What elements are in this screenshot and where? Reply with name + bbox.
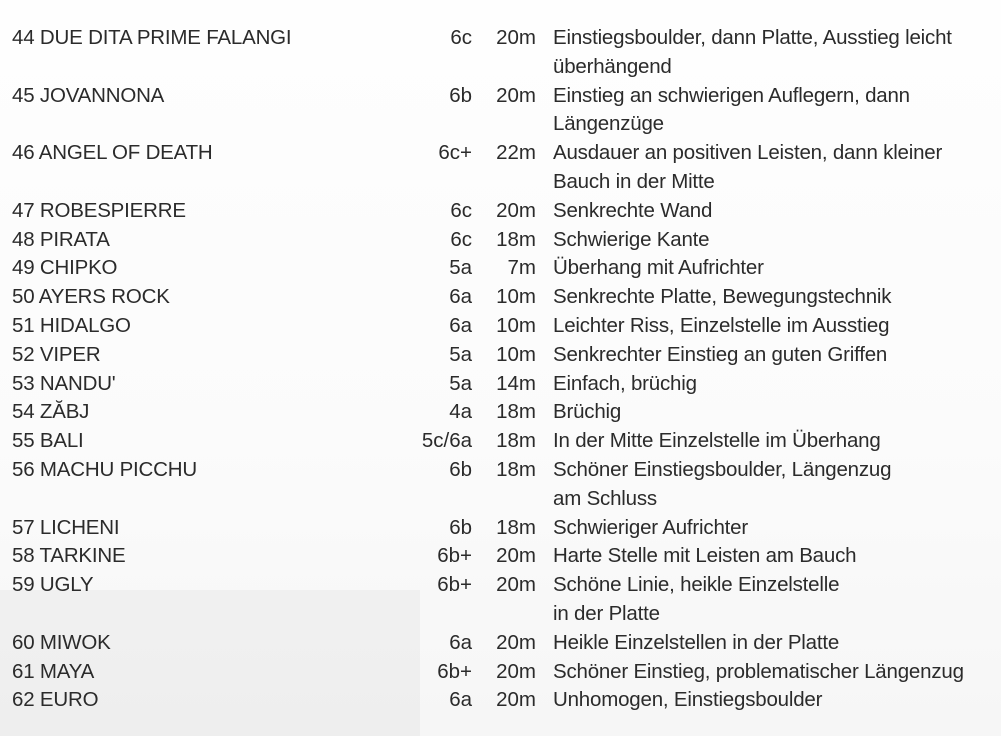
route-grade: 6a xyxy=(449,688,472,712)
route-row xyxy=(0,197,1001,226)
route-title: BALI xyxy=(39,429,84,453)
route-name xyxy=(0,312,400,341)
route-row-continuation xyxy=(0,53,1001,82)
route-name xyxy=(0,139,400,168)
route-number: 57 xyxy=(12,515,35,539)
route-length: 20m xyxy=(496,26,536,49)
route-number: 60 xyxy=(12,630,35,654)
route-title: TARKINE xyxy=(39,544,126,568)
route-name xyxy=(0,571,400,600)
route-grade: 6c xyxy=(450,26,472,49)
route-grade: 5a xyxy=(449,371,472,395)
route-row xyxy=(0,226,1001,255)
indent-spacer xyxy=(0,600,536,629)
route-name xyxy=(0,456,400,485)
route-number: 59 xyxy=(12,573,35,597)
route-description: Einstieg an schwierigen Auflegern, dann xyxy=(553,83,910,107)
indent-spacer xyxy=(0,485,536,514)
route-description: Schwieriger Aufrichter xyxy=(553,515,748,539)
route-description: Senkrechter Einstieg an guten Griffen xyxy=(553,342,888,366)
route-row xyxy=(0,456,1001,485)
route-description-continuation: Längenzüge xyxy=(553,112,664,136)
route-description: Heikle Einzelstellen in der Platte xyxy=(553,630,840,654)
route-row xyxy=(0,24,1001,53)
route-row-continuation xyxy=(0,600,1001,629)
indent-spacer xyxy=(0,53,536,82)
route-name xyxy=(0,514,400,543)
indent-spacer xyxy=(0,110,536,139)
route-number: 49 xyxy=(12,256,35,280)
route-grade: 6b xyxy=(449,515,472,539)
route-title: CHIPKO xyxy=(39,256,118,280)
route-length: 18m xyxy=(496,457,536,481)
route-length: 20m xyxy=(496,198,536,222)
route-number: 47 xyxy=(12,198,35,222)
route-number: 56 xyxy=(12,457,35,481)
route-length: 20m xyxy=(496,573,536,597)
route-title: EURO xyxy=(39,688,99,712)
indent-spacer xyxy=(0,168,536,197)
route-name xyxy=(0,398,400,427)
route-name xyxy=(0,254,400,283)
route-grade: 6b xyxy=(449,83,472,107)
route-description: Senkrechte Platte, Bewegungstechnik xyxy=(553,285,892,309)
route-grade: 6c xyxy=(450,227,472,251)
route-number: 48 xyxy=(12,227,35,251)
route-entry xyxy=(0,686,1001,715)
route-title: UGLY xyxy=(39,573,94,597)
route-row-continuation xyxy=(0,168,1001,197)
route-number: 51 xyxy=(12,313,35,337)
route-number: 54 xyxy=(12,400,35,424)
route-name xyxy=(0,370,400,399)
route-grade: 6a xyxy=(449,630,472,654)
route-entry xyxy=(0,341,1001,370)
route-number: 45 xyxy=(12,83,35,107)
route-title: MAYA xyxy=(39,659,95,683)
route-description-continuation: am Schluss xyxy=(553,486,657,510)
route-row-continuation xyxy=(0,485,1001,514)
route-length: 20m xyxy=(496,688,536,712)
route-description: Überhang mit Aufrichter xyxy=(553,256,764,280)
route-length: 22m xyxy=(496,141,536,165)
route-length: 20m xyxy=(496,630,536,654)
route-row xyxy=(0,139,1001,168)
route-entry xyxy=(0,398,1001,427)
route-row xyxy=(0,686,1001,715)
route-description-continuation: in der Platte xyxy=(553,601,660,625)
route-title: HIDALGO xyxy=(39,313,131,337)
route-length: 10m xyxy=(496,342,536,366)
route-grade: 6c xyxy=(450,198,472,222)
route-description: Unhomogen, Einstiegsboulder xyxy=(553,688,823,712)
route-row xyxy=(0,283,1001,312)
route-length: 14m xyxy=(496,371,536,395)
route-title: JOVANNONA xyxy=(39,83,165,107)
route-length: 20m xyxy=(496,83,536,107)
route-row xyxy=(0,312,1001,341)
route-name xyxy=(0,542,400,571)
route-title: ROBESPIERRE xyxy=(39,198,186,222)
route-name xyxy=(0,341,400,370)
route-grade: 6b+ xyxy=(437,573,472,597)
route-length: 18m xyxy=(496,429,536,453)
route-description: Brüchig xyxy=(553,400,622,424)
route-grade: 4a xyxy=(449,400,472,424)
route-entry xyxy=(0,658,1001,687)
route-row xyxy=(0,398,1001,427)
route-description: In der Mitte Einzelstelle im Überhang xyxy=(553,429,881,453)
route-grade: 6a xyxy=(449,285,472,309)
route-entry xyxy=(0,514,1001,543)
route-description: Senkrechte Wand xyxy=(553,198,713,222)
route-entry xyxy=(0,283,1001,312)
route-title: MACHU PICCHU xyxy=(39,457,197,481)
route-number: 62 xyxy=(12,688,35,712)
route-number: 61 xyxy=(12,659,35,683)
route-entry xyxy=(0,24,1001,82)
route-entry xyxy=(0,139,1001,197)
route-name xyxy=(0,82,400,111)
route-title: DUE DITA PRIME FALANGI xyxy=(39,26,292,49)
route-entry xyxy=(0,82,1001,140)
route-row-continuation xyxy=(0,110,1001,139)
route-entry xyxy=(0,226,1001,255)
route-name xyxy=(0,24,400,53)
route-description: Einstiegsboulder, dann Platte, Ausstieg leicht xyxy=(553,26,952,49)
route-entry xyxy=(0,629,1001,658)
route-title: LICHENI xyxy=(39,515,120,539)
route-title: NANDU' xyxy=(39,371,116,395)
route-description: Leichter Riss, Einzelstelle im Ausstieg xyxy=(553,313,890,337)
route-length: 10m xyxy=(496,313,536,337)
route-number: 58 xyxy=(12,544,35,568)
route-entry xyxy=(0,456,1001,514)
route-entry xyxy=(0,427,1001,456)
route-name xyxy=(0,658,400,687)
route-name xyxy=(0,226,400,255)
route-entry xyxy=(0,370,1001,399)
route-grade: 6b xyxy=(449,457,472,481)
route-row xyxy=(0,542,1001,571)
route-name xyxy=(0,283,400,312)
route-title: ZĂBJ xyxy=(39,400,90,424)
route-row xyxy=(0,658,1001,687)
route-name xyxy=(0,197,400,226)
route-number: 46 xyxy=(12,141,35,165)
route-row xyxy=(0,370,1001,399)
route-title: AYERS ROCK xyxy=(38,285,170,309)
route-description: Schöner Einstieg, problematischer Längenzug xyxy=(553,659,964,683)
route-grade: 6b+ xyxy=(437,544,472,568)
route-entry xyxy=(0,312,1001,341)
route-length: 20m xyxy=(496,659,536,683)
route-number: 52 xyxy=(12,342,35,366)
route-entry xyxy=(0,197,1001,226)
route-description: Einfach, brüchig xyxy=(553,371,697,395)
route-title: MIWOK xyxy=(39,630,111,654)
route-description: Schwierige Kante xyxy=(553,227,710,251)
route-title: PIRATA xyxy=(39,227,110,251)
route-title: VIPER xyxy=(39,342,101,366)
route-entry xyxy=(0,571,1001,629)
route-row xyxy=(0,254,1001,283)
route-description: Harte Stelle mit Leisten am Bauch xyxy=(553,544,857,568)
route-length: 7m xyxy=(507,256,536,280)
route-length: 20m xyxy=(496,544,536,568)
route-grade: 5c/6a xyxy=(421,429,472,453)
route-grade: 6c+ xyxy=(438,141,472,165)
route-description: Schöner Einstiegsboulder, Längenzug xyxy=(553,457,892,481)
route-entry xyxy=(0,254,1001,283)
route-name xyxy=(0,629,400,658)
route-title: ANGEL OF DEATH xyxy=(38,141,213,165)
route-description: Ausdauer an positiven Leisten, dann kleiner xyxy=(553,141,943,165)
route-number: 44 xyxy=(12,26,35,49)
route-row xyxy=(0,82,1001,111)
route-length: 10m xyxy=(496,285,536,309)
route-row xyxy=(0,427,1001,456)
route-length: 18m xyxy=(496,227,536,251)
route-number: 55 xyxy=(12,429,35,453)
route-row xyxy=(0,571,1001,600)
route-length: 18m xyxy=(496,515,536,539)
route-description: Schöne Linie, heikle Einzelstelle xyxy=(553,573,840,597)
route-row xyxy=(0,629,1001,658)
route-name xyxy=(0,686,400,715)
route-description-continuation: Bauch in der Mitte xyxy=(553,169,715,193)
route-row xyxy=(0,341,1001,370)
route-length: 18m xyxy=(496,400,536,424)
route-description-continuation: überhängend xyxy=(553,54,672,78)
route-grade: 5a xyxy=(449,256,472,280)
route-entry xyxy=(0,542,1001,571)
route-list xyxy=(0,24,1001,715)
route-row xyxy=(0,514,1001,543)
route-name xyxy=(0,427,400,456)
route-number: 53 xyxy=(12,371,35,395)
route-grade: 6b+ xyxy=(437,659,472,683)
route-grade: 5a xyxy=(449,342,472,366)
route-number: 50 xyxy=(12,285,35,309)
route-grade: 6a xyxy=(449,313,472,337)
